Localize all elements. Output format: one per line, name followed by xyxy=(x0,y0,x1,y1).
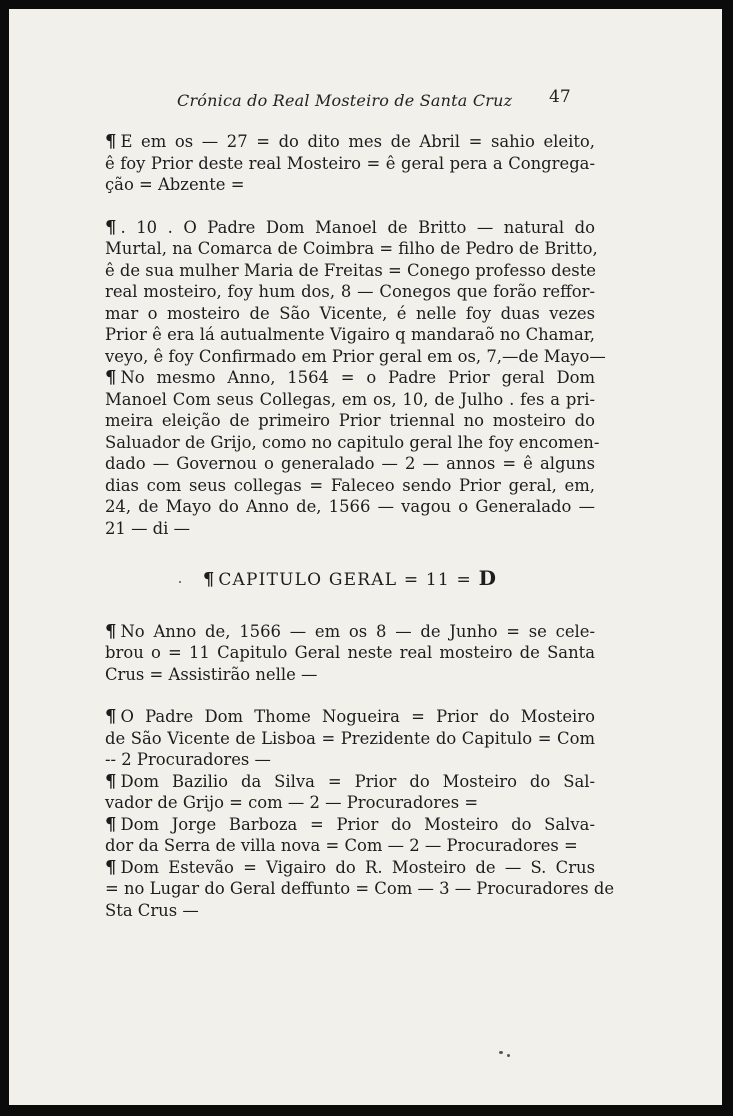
text-line: No Anno de, 1566 — em os 8 — de Junho = se cele- xyxy=(120,621,595,641)
text-line: Sta Crus — xyxy=(105,900,199,920)
text-line: de São Vicente de Lisboa = Prezidente do Capitulo = Com xyxy=(105,728,595,748)
text-line: Murtal, na Comarca de Coimbra = filho de Pedro de Britto, xyxy=(105,239,598,258)
pilcrow-icon: ¶ xyxy=(105,620,115,642)
text-line: Prior ê era lá autualmente Vigairo q mandaraõ no Chamar, xyxy=(105,325,595,344)
text-line: . 10 . O Padre Dom Manoel de Britto — natural do xyxy=(120,217,595,237)
text-line: ê de sua mulher Maria de Freitas = Conego professo deste xyxy=(105,260,596,280)
pilcrow-icon: ¶ xyxy=(202,569,213,590)
pilcrow-icon: ¶ xyxy=(105,216,115,238)
heading-label: CAPITULO GERAL = 11 = xyxy=(218,570,472,590)
text-line: E em os — 27 = do dito mes de Abril = sahio eleito, xyxy=(120,132,595,151)
text-line: dado — Governou o generalado — 2 — annos = ê alguns xyxy=(105,454,595,473)
paragraph-mesmo-anno xyxy=(105,367,600,539)
text-line: real mosteiro, foy hum dos, 8 — Conegos que forão reffor- xyxy=(105,282,595,301)
text-line: No mesmo Anno, 1564 = o Padre Prior geral Dom xyxy=(120,368,595,387)
paragraph-anno-1566 xyxy=(105,621,595,686)
text-line: 21 — di — xyxy=(105,518,191,538)
text-line: ê foy Prior deste real Mosteiro = ê geral pera a Congrega- xyxy=(105,153,595,173)
text-line: vador de Grijo = com — 2 — Procuradores = xyxy=(105,793,479,812)
pilcrow-icon: ¶ xyxy=(105,131,115,152)
text-line: = no Lugar do Geral deffunto = Com — 3 — Procuradores de xyxy=(105,879,615,898)
pilcrow-icon: ¶ xyxy=(105,813,115,835)
pilcrow-icon: ¶ xyxy=(105,367,115,388)
text-line: Crus = Assistirão nelle — xyxy=(105,664,318,684)
text-line: Dom Jorge Barboza = Prior do Mosteiro do Salva- xyxy=(120,814,595,834)
text-line: Manoel Com seus Collegas, em os, 10, de Julho . fes a pri- xyxy=(105,389,595,409)
text-line: -- 2 Procuradores — xyxy=(105,750,271,769)
page-header xyxy=(9,87,722,117)
body-text xyxy=(105,131,615,921)
paper-speck xyxy=(179,581,181,583)
pilcrow-icon: ¶ xyxy=(105,706,115,727)
running-title: Crónica do Real Mosteiro de Santa Cruz xyxy=(177,91,513,110)
text-line: Dom Estevão = Vigairo do R. Mosteiro de — S. Crus xyxy=(120,857,595,877)
text-line: dias com seus collegas = Faleceo sendo Prior geral, em, xyxy=(105,475,595,495)
paper-speck xyxy=(507,1054,510,1057)
text-line: Dom Bazilio da Silva = Prior do Mosteiro do Sal- xyxy=(120,771,595,791)
heading-letter: D xyxy=(478,566,498,590)
paragraph-bazilio-silva xyxy=(105,771,595,814)
paragraph-thome-nogueira xyxy=(105,706,595,771)
text-line: mar o mosteiro de São Vicente, é nelle foy duas vezes xyxy=(105,303,595,323)
paper-speck xyxy=(499,1051,503,1054)
text-line: 24, de Mayo do Anno de, 1566 — vagou o Generalado — xyxy=(105,497,595,516)
paragraph-manoel-britto xyxy=(105,216,606,368)
text-line: dor da Serra de villa nova = Com — 2 — Procuradores = xyxy=(105,836,578,855)
text-line: meira eleição de primeiro Prior triennal no mosteiro do xyxy=(105,411,595,430)
text-line: veyo, ê foy Confirmado em Prior geral em os, 7,—de Mayo— xyxy=(105,346,606,366)
chapter-heading xyxy=(105,568,595,592)
page-number: 47 xyxy=(549,87,571,107)
pilcrow-icon: ¶ xyxy=(105,856,115,878)
text-line: O Padre Dom Thome Nogueira = Prior do Mosteiro xyxy=(120,707,595,726)
paragraph-eleicao-abril xyxy=(105,131,595,196)
text-line: ção = Abzente = xyxy=(105,175,245,194)
paragraph-jorge-barboza xyxy=(105,814,595,857)
text-line: brou o = 11 Capitulo Geral neste real mosteiro de Santa xyxy=(105,643,595,662)
pilcrow-icon: ¶ xyxy=(105,770,115,792)
document-page xyxy=(9,9,722,1105)
paragraph-estevao xyxy=(105,856,615,922)
text-line: Saluador de Grijo, como no capitulo geral lhe foy encomen- xyxy=(105,432,600,452)
